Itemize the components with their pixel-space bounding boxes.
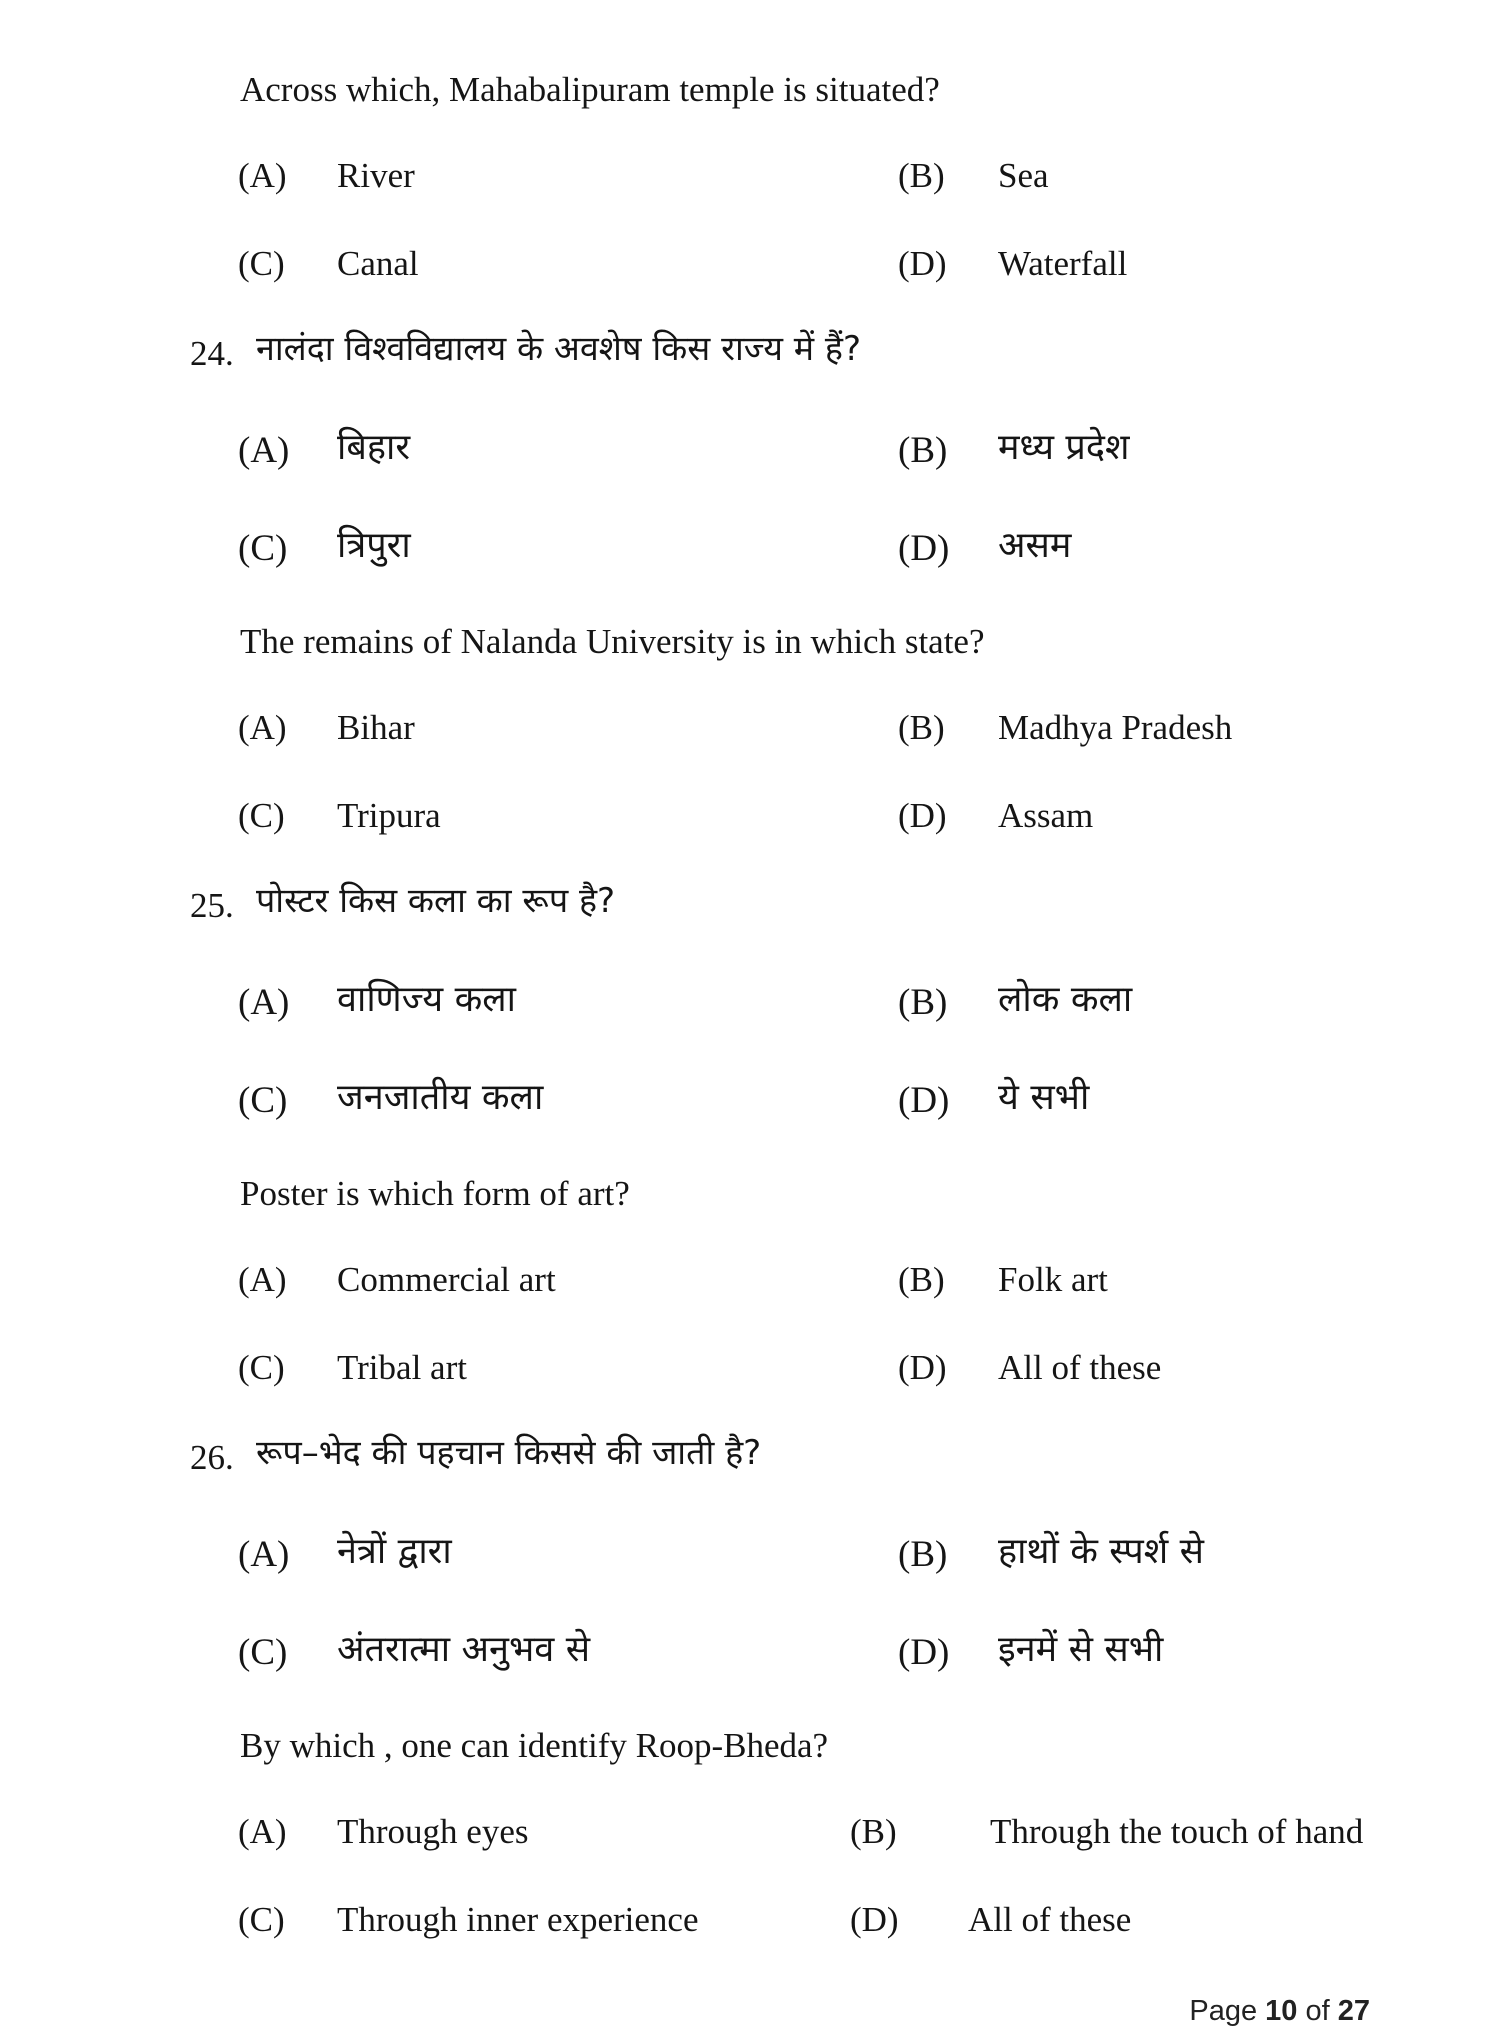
page-middle: of <box>1297 1995 1338 2027</box>
q25-en-option-a-label: (A) <box>238 1260 287 1299</box>
q25-en-option-a-text: Commercial art <box>337 1260 556 1299</box>
q25-en-option-d-label: (D) <box>898 1348 947 1387</box>
q26-en-option-d-label: (D) <box>850 1900 899 1939</box>
q24-hi-option-c-label: (C) <box>238 528 288 569</box>
q24-hi-option-c-text: त्रिपुरा <box>337 525 411 566</box>
q25-en-option-c-text: Tribal art <box>337 1348 467 1387</box>
q24-hi-option-a-label: (A) <box>238 430 290 471</box>
q24-en-option-b-label: (B) <box>898 708 945 747</box>
q26-hi-option-a-text: नेत्रों द्वारा <box>337 1531 452 1572</box>
q26-hi-option-d-text: इनमें से सभी <box>998 1629 1164 1670</box>
q23-en-question: Across which, Mahabalipuram temple is situated? <box>240 70 940 109</box>
q25-hi-question: पोस्टर किस कला का रूप है? <box>256 881 616 921</box>
q24-en-option-a-text: Bihar <box>337 708 415 747</box>
q23-en-option-b-label: (B) <box>898 156 945 195</box>
page-prefix: Page <box>1189 1995 1266 2027</box>
q24-en-question: The remains of Nalanda University is in which state? <box>240 622 985 661</box>
page-total: 27 <box>1337 1995 1370 2027</box>
q26-hi-option-b-text: हाथों के स्पर्श से <box>998 1531 1205 1572</box>
q26-en-question: By which , one can identify Roop-Bheda? <box>240 1726 829 1765</box>
page-current: 10 <box>1265 1995 1298 2027</box>
q23-en-option-d-label: (D) <box>898 244 947 283</box>
q23-en-option-d-text: Waterfall <box>998 244 1128 283</box>
q24-en-option-b-text: Madhya Pradesh <box>998 708 1233 747</box>
q25-hi-option-b-label: (B) <box>898 982 948 1023</box>
q24-hi-option-b-label: (B) <box>898 430 948 471</box>
q26-en-option-d-text: All of these <box>968 1900 1132 1939</box>
q26-en-option-c-text: Through inner experience <box>337 1900 699 1939</box>
q26-en-option-b-label: (B) <box>850 1812 897 1851</box>
q23-en-option-a-label: (A) <box>238 156 287 195</box>
q26-hi-option-d-label: (D) <box>898 1632 950 1673</box>
q26-en-option-a-label: (A) <box>238 1812 287 1851</box>
q24-hi-option-a-text: बिहार <box>337 427 411 468</box>
q26-en-option-c-label: (C) <box>238 1900 285 1939</box>
q26-en-option-a-text: Through eyes <box>337 1812 529 1851</box>
q25-hi-option-a-text: वाणिज्य कला <box>337 979 516 1020</box>
q25-hi-option-b-text: लोक कला <box>998 979 1133 1020</box>
q26-en-option-b-text: Through the touch of hand <box>990 1812 1364 1851</box>
q25-hi-option-d-text: ये सभी <box>998 1077 1090 1118</box>
q26-hi-option-a-label: (A) <box>238 1534 290 1575</box>
q26-hi-option-c-label: (C) <box>238 1632 288 1673</box>
q25-number: 25. <box>190 886 234 925</box>
q24-en-option-d-text: Assam <box>998 796 1094 835</box>
q24-hi-option-d-label: (D) <box>898 528 950 569</box>
q25-hi-option-d-label: (D) <box>898 1080 950 1121</box>
q24-hi-option-d-text: असम <box>998 525 1072 566</box>
q25-hi-option-c-text: जनजातीय कला <box>337 1077 544 1118</box>
q24-hi-option-b-text: मध्य प्रदेश <box>998 427 1130 468</box>
page-number <box>1189 1995 1370 2028</box>
q23-en-option-c-label: (C) <box>238 244 285 283</box>
q25-hi-option-c-label: (C) <box>238 1080 288 1121</box>
q26-number: 26. <box>190 1438 234 1477</box>
q24-en-option-d-label: (D) <box>898 796 947 835</box>
q24-en-option-c-label: (C) <box>238 796 285 835</box>
q23-en-option-a-text: River <box>337 156 415 195</box>
q24-hi-question: नालंदा विश्वविद्यालय के अवशेष किस राज्य में हैं? <box>256 329 861 369</box>
q25-en-option-b-label: (B) <box>898 1260 945 1299</box>
q25-en-question: Poster is which form of art? <box>240 1174 630 1213</box>
q23-en-option-c-text: Canal <box>337 244 419 283</box>
q26-hi-question: रूप–भेद की पहचान किससे की जाती है? <box>256 1433 762 1473</box>
q25-en-option-b-text: Folk art <box>998 1260 1108 1299</box>
q24-en-option-a-label: (A) <box>238 708 287 747</box>
q24-en-option-c-text: Tripura <box>337 796 441 835</box>
q25-hi-option-a-label: (A) <box>238 982 290 1023</box>
q25-en-option-c-label: (C) <box>238 1348 285 1387</box>
q26-hi-option-c-text: अंतरात्मा अनुभव से <box>337 1629 591 1670</box>
q23-en-option-b-text: Sea <box>998 156 1049 195</box>
q25-en-option-d-text: All of these <box>998 1348 1162 1387</box>
q24-number: 24. <box>190 334 234 373</box>
q26-hi-option-b-label: (B) <box>898 1534 948 1575</box>
